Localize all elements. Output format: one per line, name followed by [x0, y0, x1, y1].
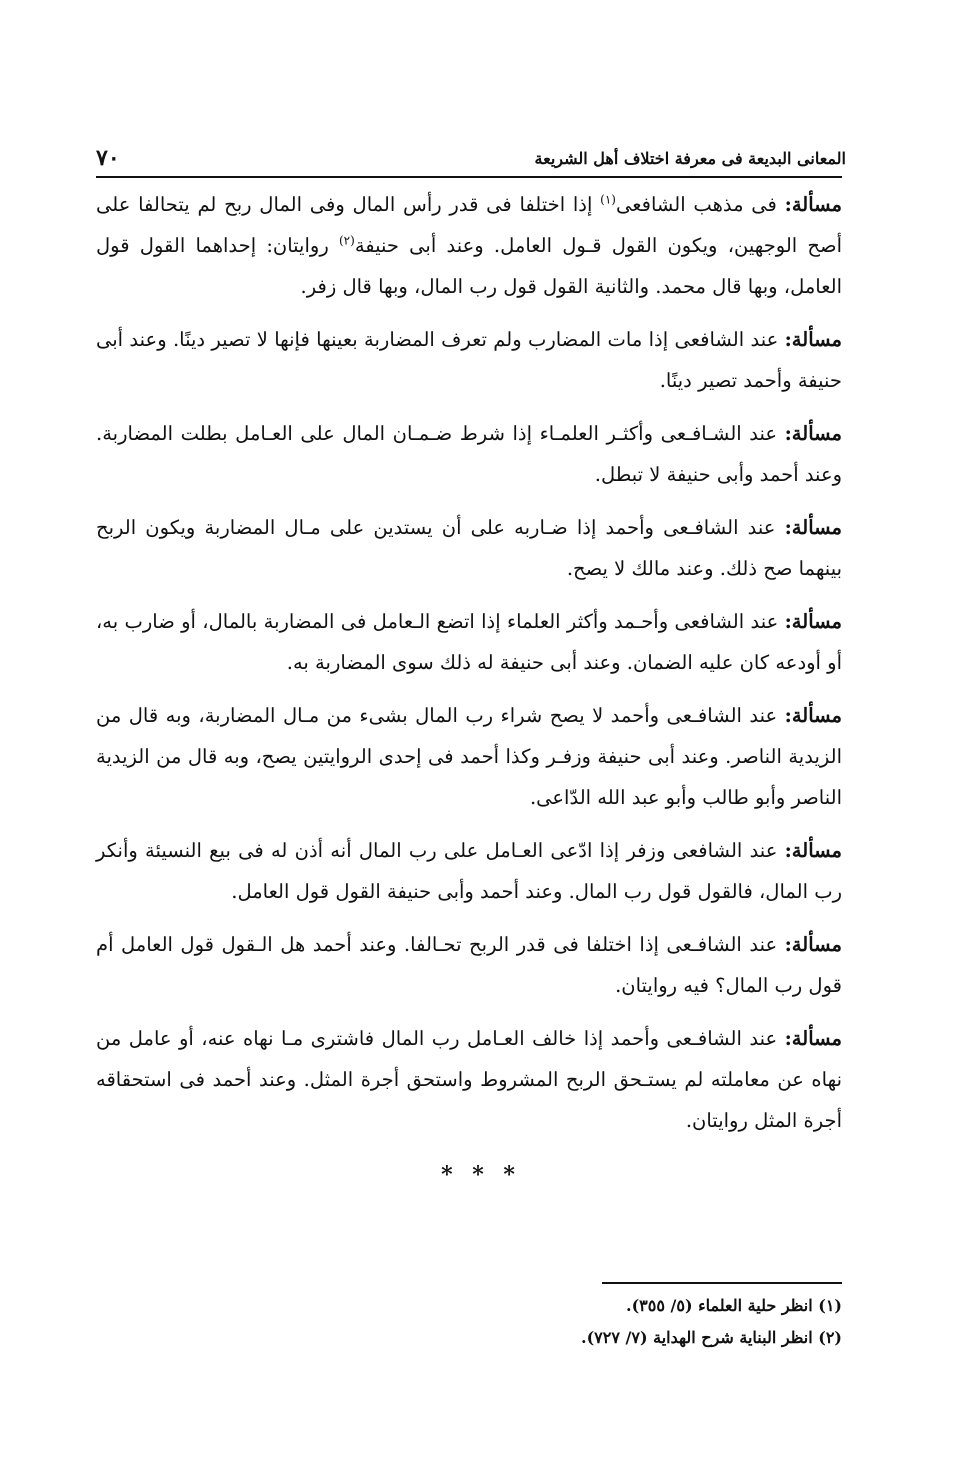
- masala-label: مسألة:: [784, 610, 842, 633]
- paragraph-text: عند الشافـعى إذا اختلفا فى قدر الربح تحـالفا. وعند أحمد هل الـقول قول العامل أم قول رب المال؟ فيه روايتان.: [96, 933, 842, 997]
- paragraph-text: عند الشـافـعى وأكثـر العلمـاء إذا شرط ضـمـان المال على العـامل بطلت المضاربة. وعند أحمد وأبى حنيفة لا تبطل.: [96, 422, 842, 486]
- paragraph-8: [96, 924, 842, 1006]
- paragraph-text: عند الشافعى وزفر إذا ادّعى العـامل على رب المال أنه أذن له فى بيع النسيئة وأنكر رب المال، فالقول قول رب المال. وعند أحمد وأبى حنيفة القول قول العامل.: [96, 839, 842, 903]
- masala-label: مسألة:: [784, 933, 842, 956]
- section-separator: * * *: [441, 1162, 521, 1188]
- masala-label: مسألة:: [784, 422, 842, 445]
- footnote-rule: [602, 1282, 842, 1284]
- paragraph-text: عند الشافـعى وأحمد لا يصح شراء رب المال بشىء من مـال المضاربة، وبه قال من الزيدية الناصر. وعند أبى حنيفة وزفـر وكذا أحمد فى إحدى الروايتين يصح، وبه قال من الزيدية الناصر وأبو طالب وأبو عبد الله الدّاعى.: [96, 704, 842, 809]
- masala-label: مسألة:: [784, 193, 843, 216]
- footnote-ref-1: (١): [600, 192, 616, 207]
- running-title: المعانى البديعة فى معرفة اختلاف أهل الشريعة: [534, 148, 846, 168]
- page-number: ٧٠: [96, 145, 120, 171]
- paragraph-text: عند الشافعى وأحـمد وأكثر العلماء إذا اتضع الـعامل فى المضاربة بالمال، أو ضارب به، أو أودعه كان عليه الضمان. وعند أبى حنيفة له ذلك سوى المضاربة به.: [96, 610, 842, 674]
- paragraph-text: إذا اختلفا فى قدر رأس المال وفى المال ربح لم يتحالفا على أصح الوجهين، ويكون القول قـول العامل. وعند أبى حنيفة: [96, 193, 842, 257]
- footnote-1: (١) انظر حلية العلماء (٥/ ٣٥٥).: [626, 1296, 842, 1315]
- masala-label: مسألة:: [784, 839, 842, 862]
- paragraph-text: عند الشافـعى وأحمد إذا خالف العـامل رب المال فاشترى مـا نهاه عنه، أو عامل من نهاه عن معاملته لم يستـحق الربح المشروط واستحق أجرة المثل. وعند أحمد فى استحقاقه أجرة المثل روايتان.: [96, 1027, 842, 1132]
- paragraph-text: فى مذهب الشافعى: [615, 193, 777, 216]
- footnote-ref-2: (٢): [338, 233, 355, 248]
- header-rule: [96, 176, 842, 178]
- paragraph-text: عند الشافعى إذا مات المضارب ولم تعرف المضاربة بعينها فإنها لا تصير دينًا. وعند أبى حنيفة وأحمد تصير دينًا.: [96, 328, 842, 392]
- masala-label: مسألة:: [784, 328, 842, 351]
- paragraph-9: [96, 1018, 842, 1141]
- paragraph-7: [96, 830, 842, 912]
- paragraph-5: [96, 601, 842, 683]
- footnotes: [96, 1290, 842, 1354]
- page-body: [96, 184, 842, 1153]
- paragraph-text: روايتان: إحداهما القول قول العامل، وبها قال محمد. والثانية القول قول رب المال، وبها قال زفر.: [96, 234, 842, 298]
- masala-label: مسألة:: [784, 1027, 842, 1050]
- paragraph-1: [96, 184, 842, 307]
- paragraph-text: عند الشافـعى وأحمد إذا ضـاربه على أن يستدين على مـال المضاربة ويكون الربح بينهما صح ذلك. وعند مالك لا يصح.: [96, 516, 842, 580]
- footnote-2: (٢) انظر البناية شرح الهداية (٧/ ٧٢٧).: [581, 1328, 842, 1347]
- page-header: [96, 138, 846, 178]
- masala-label: مسألة:: [784, 704, 843, 727]
- paragraph-6: [96, 695, 842, 818]
- paragraph-2: [96, 319, 842, 401]
- paragraph-4: [96, 507, 842, 589]
- masala-label: مسألة:: [784, 516, 842, 539]
- paragraph-3: [96, 413, 842, 495]
